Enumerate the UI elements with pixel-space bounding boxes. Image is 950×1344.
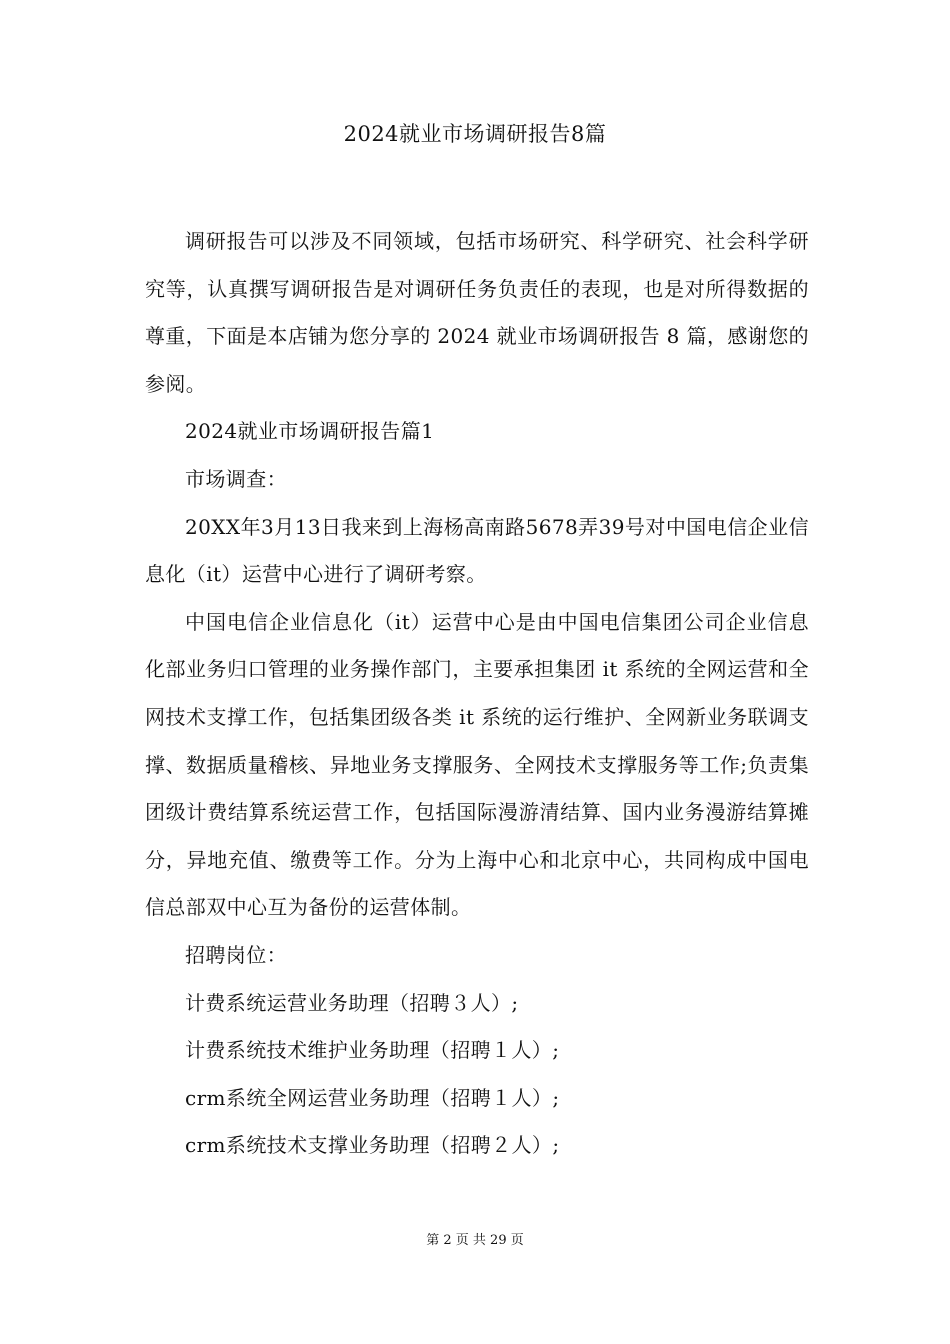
document-title: 2024就业市场调研报告8篇	[343, 122, 607, 146]
list-item: 计费系统运营业务助理（招聘３人）;	[185, 990, 519, 1015]
paragraph-label-positions: 招聘岗位：	[185, 942, 287, 967]
paragraph-intro: 调研报告可以涉及不同领域，包括市场研究、科学研究、社会科学研究等，认真撰写调研报告是对调研任务负责任的表现，也是对所得数据的尊重，下面是本店铺为您分享的 2024 就业市场调研报告 8 篇，感谢您的参阅。	[145, 229, 809, 396]
section-heading: 2024就业市场调研报告篇1	[185, 419, 435, 444]
paragraph-visit: 20XX年3月13日我来到上海杨高南路5678弄39号对中国电信企业信息化（it）运营中心进行了调研考察。	[145, 514, 809, 587]
paragraph-center-description: 中国电信企业信息化（it）运营中心是由中国电信集团公司企业信息化部业务归口管理的业务操作部门，主要承担集团 it 系统的全网运营和全网技术支撑工作，包括集团级各类 it 系统的运行维护、全网新业务联调支撑、数据质量稽核、异地业务支撑服务、全网技术支撑服务等工作;负责集团级计费结算系统运营工作，包括国际漫游清结算、国内业务漫游结算摊分，异地充值、缴费等工作。分为上海中心和北京中心，共同构成中国电信总部双中心互为备份的运营体制。	[145, 609, 809, 920]
document-body	[145, 218, 809, 1170]
list-item: 计费系统技术维护业务助理（招聘１人）;	[185, 1038, 560, 1063]
list-item: crm系统技术支撑业务助理（招聘２人）;	[185, 1133, 560, 1158]
page-number-footer: 第 2 页 共 29 页	[426, 1233, 524, 1248]
list-item: crm系统全网运营业务助理（招聘１人）;	[185, 1085, 560, 1110]
paragraph-label-market-survey: 市场调查：	[185, 466, 287, 491]
